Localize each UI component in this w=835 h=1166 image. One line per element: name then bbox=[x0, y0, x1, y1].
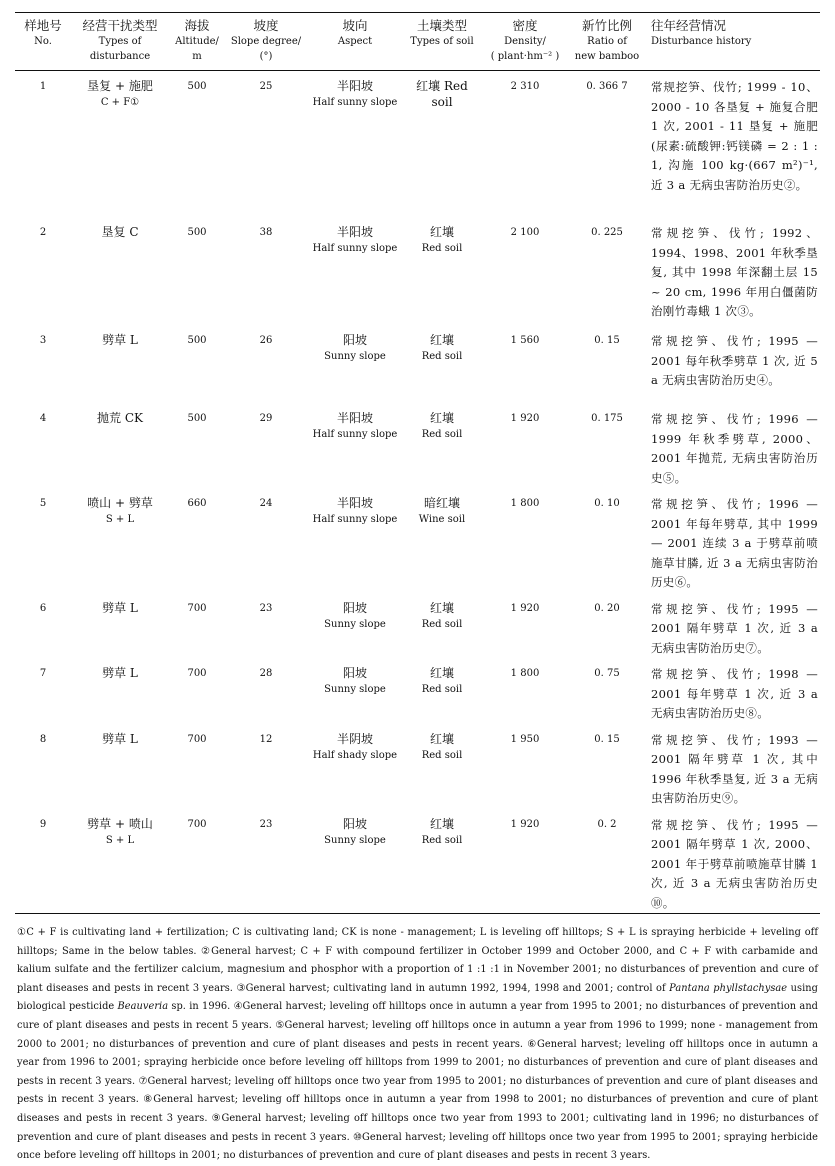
disturbance-history: 常规挖笋、伐竹; 1995 — 2001 隔年劈草 1 次, 近 3 a 无病虫害防治历史⑦。 bbox=[651, 601, 818, 655]
slope-degree: 23 bbox=[259, 602, 273, 614]
new-bamboo-ratio: 0. 366 7 bbox=[586, 81, 628, 92]
soil-type: 红壤 Red soil bbox=[416, 79, 468, 109]
slope-degree: 12 bbox=[259, 733, 273, 745]
header-density: 密度 Density/ ( plant·hm⁻² ) bbox=[490, 18, 560, 62]
slope-degree: 29 bbox=[259, 413, 273, 424]
table-header bbox=[15, 13, 820, 71]
table-notes: ①C + F is cultivating land + fertilization; C is cultivating land; CK is none - management; L is leveling off hilltops; S + L is spraying herbicide + leveling off hilltops; Same in the below tables. ②General harvest; C + F with compound fertilizer in October 1999 and October 2000, and C + F with carbamide and kalium sulfate and the fertilizer calcium, magnesium and phosphor with a proportion of 1 :1 :1 in November 2001; no disturbances of prevention and cure of plant diseases and pests in recent 3 years. ③General harvest; cultivating land in autumn 1992, 1994, 1998 and 2001; control of Pantana phyllstachysae using biological pesticide Beauveria sp. in 1996. ④General harvest; leveling off hilltops once in autumn a year from 1995 to 2001; no disturbances of prevention and cure of plant diseases and pests in recent 5 years. ⑤General harvest; leveling off hilltops once in autumn a year from 1996 to 1999; none - management from 2000 to 2001; no disturbances of prevention and cure of plant diseases and pests in recent years. ⑥General harvest; leveling off hilltops once in autumn a year from 1996 to 2001; spraying herbicide once before leveling off hilltops from 1999 to 2001; no disturbances of prevention and cure of plant diseases and pests in recent 3 years. ⑦General harvest; leveling off hilltops once two year from 1995 to 2001; no disturbances of prevention and cure of plant diseases and pests in recent 3 years. ⑧General harvest; leveling off hilltops once in autumn a year from 1998 to 2001; no disturbances of prevention and cure of plant diseases and pests in recent 3 years. ⑨General harvest; leveling off hilltops once two year from 1993 to 2001; cultivating land in 1996; no disturbances of prevention and cure of plant diseases and pests in recent 3 years. ⑩General harvest; leveling off hilltops once two year from 1995 to 2001; spraying herbicide once before leveling off hilltops in 2001; no disturbances of prevention and cure of plant diseases and pests in recent 3 years. bbox=[17, 927, 818, 1162]
plot-no: 4 bbox=[39, 413, 47, 424]
header-aspect: 坡向 Aspect bbox=[337, 18, 373, 47]
table-page bbox=[15, 12, 820, 1166]
plot-table bbox=[15, 13, 820, 913]
aspect: 半阳坡 Half sunny slope bbox=[312, 411, 398, 440]
disturbance-history: 常规挖笋、伐竹; 1995 — 2001 每年秋季劈草 1 次, 近 5 a 无病虫害防治历史④。 bbox=[651, 334, 818, 387]
aspect: 半阳坡 Half sunny slope bbox=[312, 225, 398, 254]
table-row bbox=[15, 809, 820, 914]
plot-no: 2 bbox=[39, 227, 47, 238]
soil-type: 红壤 Red soil bbox=[421, 225, 463, 254]
density: 1 920 bbox=[510, 818, 540, 830]
soil-type: 暗红壤 Wine soil bbox=[418, 496, 466, 525]
disturbance-type: 劈草 + 喷山 S + L bbox=[87, 816, 153, 846]
density: 1 920 bbox=[510, 602, 540, 614]
disturbance-type: 劈草 L bbox=[102, 666, 138, 680]
new-bamboo-ratio: 0. 20 bbox=[594, 602, 620, 614]
density: 1 560 bbox=[510, 335, 540, 346]
disturbance-type: 抛荒 CK bbox=[97, 411, 143, 425]
disturbance-history: 常规挖笋、伐竹; 1996 — 2001 年每年劈草, 其中 1999 — 2001 连续 3 a 于劈草前喷施草甘膦, 近 3 a 无病虫害防治历史⑥。 bbox=[651, 497, 818, 589]
disturbance-history: 常规挖笋、伐竹; 1995 — 2001 隔年劈草 1 次, 2000、2001 年于劈草前喷施草甘膦 1 次, 近 3 a 无病虫害防治历史⑩。 bbox=[651, 817, 818, 910]
table-row bbox=[15, 71, 820, 217]
altitude: 700 bbox=[187, 818, 207, 830]
altitude: 700 bbox=[187, 602, 207, 614]
new-bamboo-ratio: 0. 75 bbox=[594, 668, 620, 679]
table-row bbox=[15, 325, 820, 403]
plot-no: 3 bbox=[39, 335, 47, 346]
header-type: 经营干扰类型 Types of disturbance bbox=[82, 18, 158, 62]
density: 2 310 bbox=[510, 81, 540, 92]
slope-degree: 26 bbox=[259, 335, 273, 346]
header-soil: 土壤类型 Types of soil bbox=[410, 18, 474, 47]
bottom-rule bbox=[15, 913, 820, 914]
soil-type: 红壤 Red soil bbox=[421, 816, 463, 846]
species-name: Pantana phyllstachysae bbox=[669, 982, 788, 994]
soil-type: 红壤 Red soil bbox=[421, 600, 463, 630]
density: 2 100 bbox=[510, 227, 540, 238]
slope-degree: 28 bbox=[259, 668, 273, 679]
altitude: 700 bbox=[187, 668, 207, 679]
disturbance-history: 常规挖笋、伐竹; 1998 — 2001 每年劈草 1 次, 近 3 a 无病虫害防治历史⑧。 bbox=[651, 667, 818, 720]
aspect: 半阴坡 Half shady slope bbox=[312, 731, 398, 761]
disturbance-type: 垦复 C bbox=[101, 225, 139, 239]
altitude: 500 bbox=[187, 413, 207, 424]
header-slope: 坡度 Slope degree/ (°) bbox=[230, 18, 302, 62]
aspect: 阳坡 Sunny slope bbox=[324, 816, 386, 846]
disturbance-history: 常规挖笋、伐竹; 1992、1994、1998、2001 年秋季垦复, 其中 1998 年深翻土层 15 ~ 20 cm, 1996 年用白僵菌防治刚竹毒蛾 1 次③。 bbox=[651, 226, 818, 318]
disturbance-type: 喷山 + 劈草 S + L bbox=[87, 496, 153, 525]
aspect: 阳坡 Sunny slope bbox=[324, 600, 386, 630]
table-row bbox=[15, 488, 820, 593]
disturbance-history: 常规挖笋、伐竹; 1999 - 10、2000 - 10 各垦复 + 施复合肥 1 次, 2001 - 11 垦复 + 施肥(尿素:硫酸钾:钙镁磷 = 2 : 1 : 1, 沟施 100 kg·(667 m²)⁻¹, 近 3 a 无病虫害防治历史②。 bbox=[651, 80, 818, 192]
genus-name: Beauveria bbox=[117, 1001, 169, 1013]
header-altitude: 海拔 Altitude/ m bbox=[175, 18, 219, 62]
new-bamboo-ratio: 0. 175 bbox=[591, 413, 623, 424]
plot-no: 5 bbox=[39, 498, 47, 509]
soil-type: 红壤 Red soil bbox=[421, 333, 463, 362]
new-bamboo-ratio: 0. 225 bbox=[591, 227, 623, 238]
new-bamboo-ratio: 0. 2 bbox=[597, 818, 617, 830]
new-bamboo-ratio: 0. 15 bbox=[594, 733, 620, 745]
new-bamboo-ratio: 0. 10 bbox=[594, 498, 620, 509]
header-ratio: 新竹比例 Ratio of new bamboo bbox=[574, 18, 640, 62]
header-no: 样地号 No. bbox=[24, 18, 62, 47]
header-history: 往年经营情况 Disturbance history bbox=[651, 18, 752, 47]
disturbance-history: 常规挖笋、伐竹; 1993 — 2001 隔年劈草 1 次, 其中 1996 年秋季垦复, 近 3 a 无病虫害防治历史⑨。 bbox=[651, 732, 818, 805]
slope-degree: 25 bbox=[259, 81, 273, 92]
plot-no: 6 bbox=[39, 602, 47, 614]
density: 1 920 bbox=[510, 413, 540, 424]
disturbance-history: 常规挖笋、伐竹; 1996 — 1999 年秋季劈草, 2000、2001 年抛荒, 无病虫害防治历史⑤。 bbox=[651, 412, 818, 485]
altitude: 660 bbox=[187, 498, 207, 509]
disturbance-type: 劈草 L bbox=[102, 333, 138, 347]
altitude: 500 bbox=[187, 227, 207, 238]
table-row bbox=[15, 724, 820, 809]
aspect: 半阳坡 Half sunny slope bbox=[312, 496, 398, 525]
density: 1 950 bbox=[510, 733, 540, 745]
table-body bbox=[15, 71, 820, 913]
disturbance-type: 垦复 + 施肥 C + F① bbox=[87, 79, 153, 108]
aspect: 阳坡 Sunny slope bbox=[324, 333, 386, 362]
aspect: 阳坡 Sunny slope bbox=[324, 666, 386, 695]
plot-no: 1 bbox=[39, 81, 47, 92]
plot-no: 9 bbox=[39, 818, 47, 830]
table-row bbox=[15, 593, 820, 659]
plot-no: 8 bbox=[39, 733, 47, 745]
altitude: 500 bbox=[187, 335, 207, 346]
slope-degree: 23 bbox=[259, 818, 273, 830]
table-row bbox=[15, 403, 820, 488]
disturbance-type: 劈草 L bbox=[102, 600, 138, 615]
density: 1 800 bbox=[510, 668, 540, 679]
new-bamboo-ratio: 0. 15 bbox=[594, 335, 620, 346]
soil-type: 红壤 Red soil bbox=[421, 411, 463, 440]
slope-degree: 24 bbox=[259, 498, 273, 509]
density: 1 800 bbox=[510, 498, 540, 509]
plot-no: 7 bbox=[39, 668, 47, 679]
altitude: 500 bbox=[187, 81, 207, 92]
slope-degree: 38 bbox=[259, 227, 273, 238]
table-row bbox=[15, 217, 820, 325]
aspect: 半阳坡 Half sunny slope bbox=[312, 79, 398, 108]
disturbance-type: 劈草 L bbox=[102, 731, 138, 746]
altitude: 700 bbox=[187, 733, 207, 745]
table-row bbox=[15, 658, 820, 724]
soil-type: 红壤 Red soil bbox=[421, 666, 463, 695]
soil-type: 红壤 Red soil bbox=[421, 731, 463, 761]
